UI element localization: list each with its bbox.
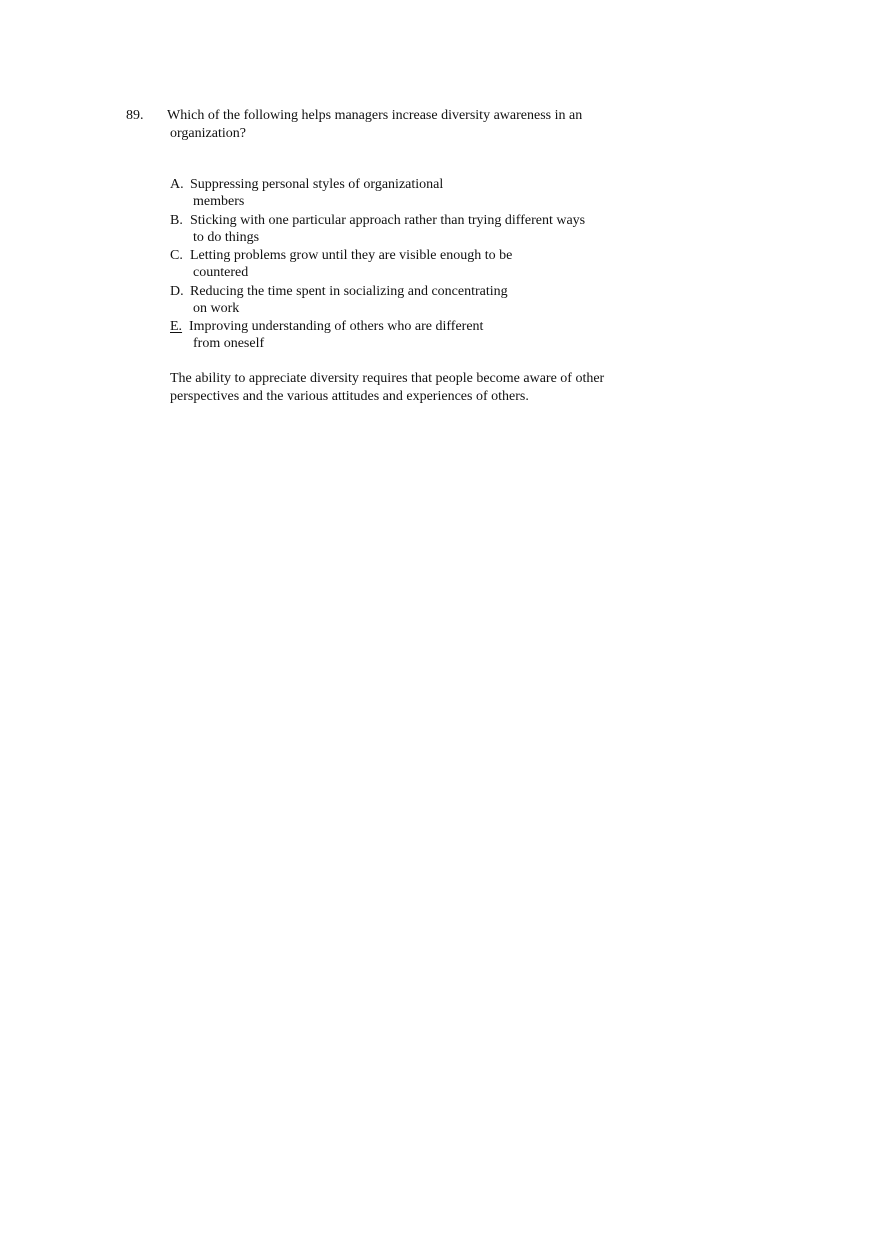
option-text-line-2: members	[193, 194, 245, 209]
option-text-line-1: Letting problems grow until they are visible enough to be	[190, 248, 513, 263]
option-a	[170, 176, 630, 212]
option-c	[170, 247, 630, 283]
option-e-correct	[170, 318, 630, 354]
option-b	[170, 212, 630, 248]
question-text	[167, 107, 607, 142]
option-letter: C.	[170, 248, 183, 263]
option-text-line-1: Improving understanding of others who are different	[189, 319, 484, 334]
explanation-line-1: The ability to appreciate diversity requires that people become aware of other	[170, 371, 605, 386]
option-text-line-2: to do things	[193, 229, 260, 245]
option-text-line-1: Reducing the time spent in socializing and concentrating	[190, 283, 508, 299]
option-letter: B.	[170, 212, 183, 228]
answer-explanation	[170, 370, 640, 405]
question-text-line-1: Which of the following helps managers increase diversity awareness in an	[167, 108, 583, 123]
answer-options	[170, 176, 630, 354]
option-letter: A.	[170, 177, 184, 192]
question-text-line-2: organization?	[170, 125, 246, 141]
option-text-line-1: Sticking with one particular approach rather than trying different ways	[190, 212, 586, 228]
option-letter-correct-underlined: E.	[170, 319, 183, 334]
option-text-line-2: from oneself	[193, 336, 265, 351]
option-text-line-2: countered	[193, 265, 249, 280]
option-text-line-2: on work	[193, 300, 240, 316]
option-letter: D.	[170, 283, 184, 299]
explanation-line-2: perspectives and the various attitudes and experiences of others.	[170, 388, 529, 404]
option-text-line-1: Suppressing personal styles of organizational	[190, 177, 444, 192]
question-number: 89.	[126, 108, 144, 123]
option-d	[170, 283, 630, 319]
